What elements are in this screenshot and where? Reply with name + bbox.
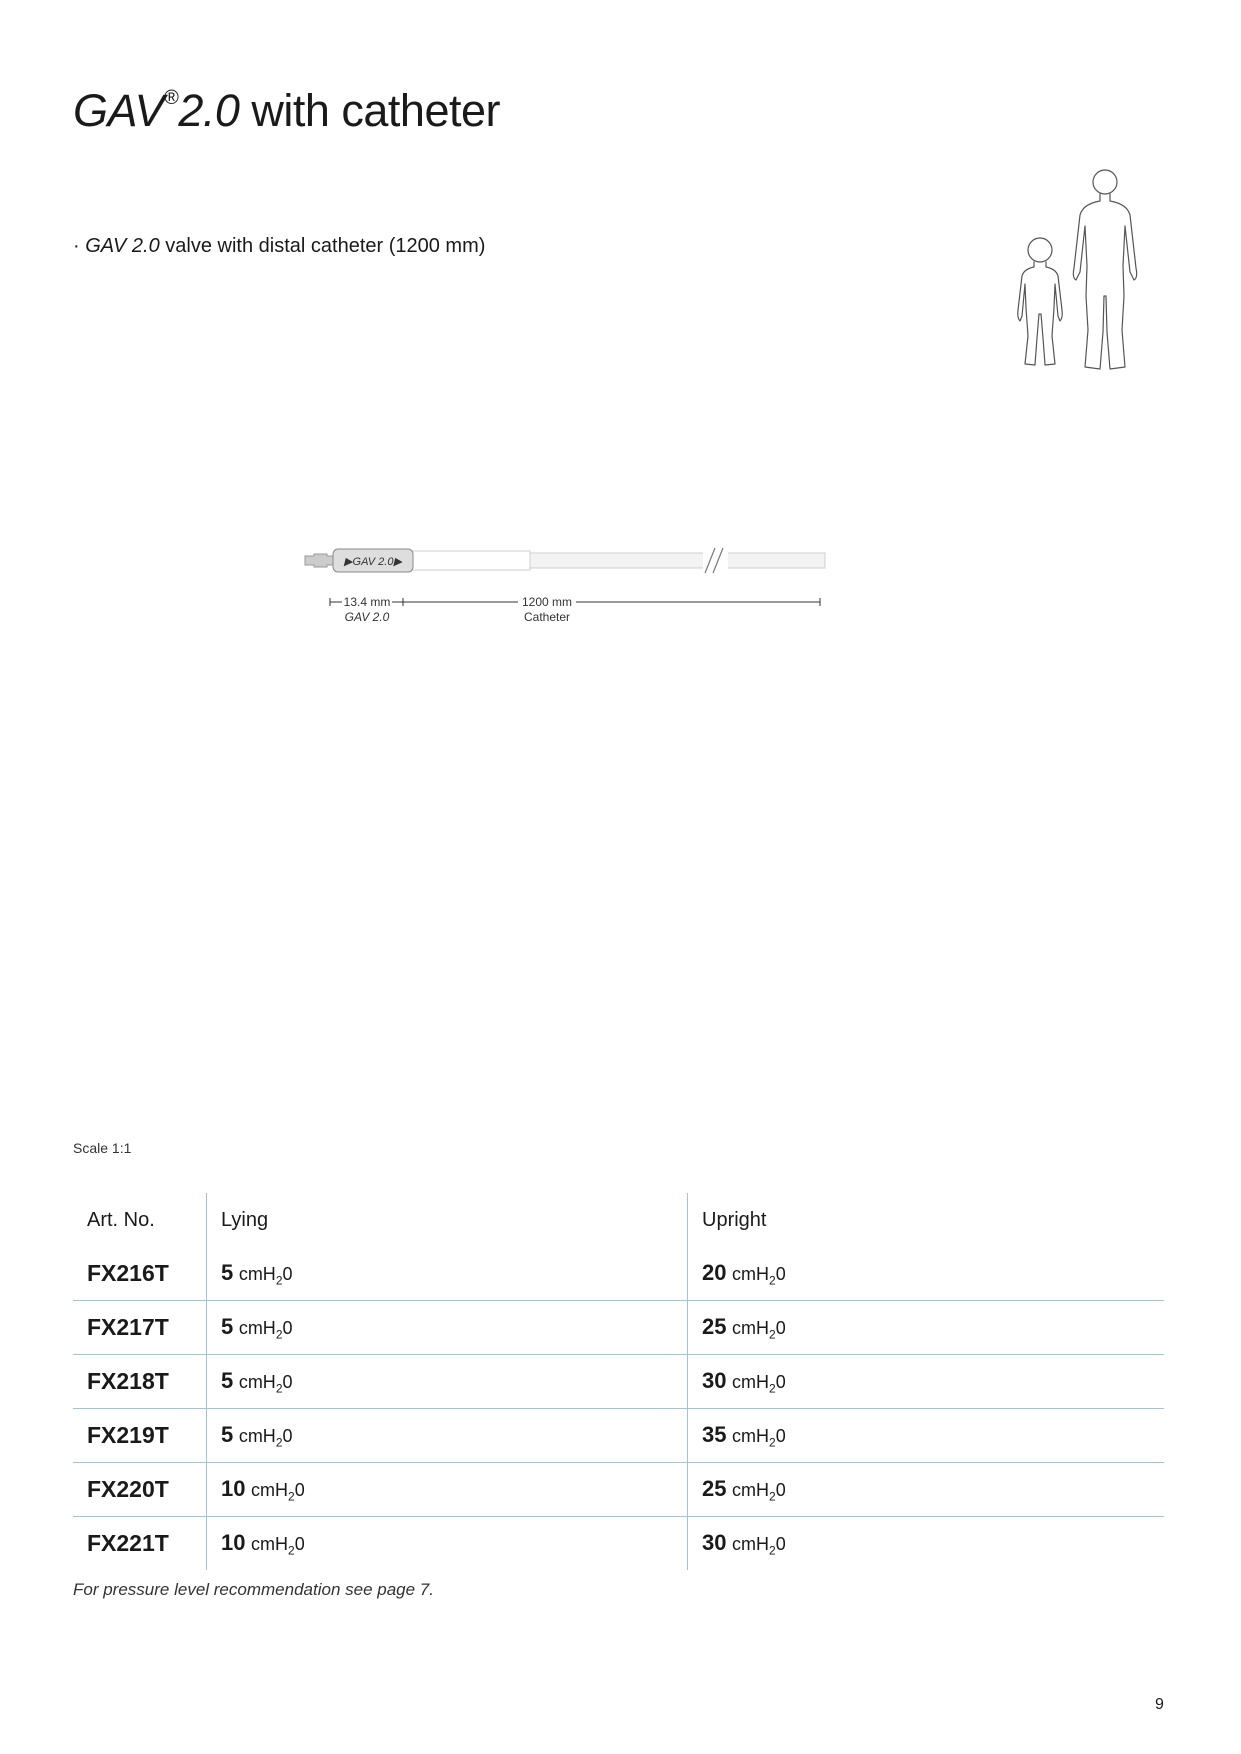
unit-suffix: 0 bbox=[775, 1263, 786, 1284]
pressure-value: 35 bbox=[702, 1421, 727, 1447]
unit-subscript: 2 bbox=[769, 1381, 776, 1396]
inlet-connector bbox=[305, 554, 334, 567]
unit-text: cmH bbox=[732, 1263, 770, 1284]
child-and-adult-figures-icon bbox=[1010, 168, 1140, 373]
header-art-no: Art. No. bbox=[87, 1208, 155, 1231]
upright-cell bbox=[688, 1301, 1165, 1355]
pressure-unit bbox=[238, 1371, 293, 1396]
unit-subscript: 2 bbox=[288, 1543, 295, 1558]
scale-note: Scale 1:1 bbox=[73, 1140, 132, 1156]
bullet-text: valve with distal catheter (1200 mm) bbox=[159, 235, 486, 257]
upright-cell bbox=[688, 1247, 1165, 1301]
art-no-cell: FX219T bbox=[87, 1422, 169, 1448]
unit-text: cmH bbox=[732, 1425, 770, 1446]
unit-suffix: 0 bbox=[775, 1317, 786, 1338]
pressure-value: 10 bbox=[221, 1475, 246, 1501]
table-row bbox=[73, 1301, 1164, 1355]
table-row bbox=[73, 1517, 1164, 1571]
pressure-unit bbox=[732, 1263, 786, 1288]
art-no-cell: FX216T bbox=[87, 1260, 169, 1286]
unit-subscript: 2 bbox=[769, 1543, 776, 1558]
art-no-cell: FX218T bbox=[87, 1368, 169, 1394]
table-row bbox=[73, 1409, 1164, 1463]
unit-text: cmH bbox=[732, 1533, 770, 1554]
lying-cell bbox=[207, 1247, 688, 1301]
unit-suffix: 0 bbox=[282, 1317, 293, 1338]
unit-subscript: 2 bbox=[275, 1381, 283, 1396]
table-header-row bbox=[73, 1193, 1164, 1247]
upright-cell bbox=[688, 1409, 1165, 1463]
unit-suffix: 0 bbox=[775, 1425, 786, 1446]
pressure-value: 30 bbox=[702, 1367, 727, 1393]
unit-suffix: 0 bbox=[282, 1263, 293, 1284]
page-title bbox=[73, 84, 500, 138]
bullet-product: GAV 2.0 bbox=[85, 235, 160, 257]
unit-subscript: 2 bbox=[769, 1489, 776, 1504]
table-row bbox=[73, 1355, 1164, 1409]
unit-text: cmH bbox=[732, 1479, 770, 1500]
catheter-break-mark bbox=[703, 548, 728, 574]
valve-label: ▶GAV 2.0▶ bbox=[344, 556, 402, 568]
pressure-levels-table bbox=[73, 1193, 1164, 1570]
pressure-unit bbox=[251, 1533, 305, 1558]
pressure-unit bbox=[732, 1317, 786, 1342]
unit-text: cmH bbox=[251, 1533, 289, 1554]
upright-cell bbox=[688, 1463, 1165, 1517]
unit-suffix: 0 bbox=[294, 1479, 305, 1500]
pressure-unit bbox=[251, 1479, 305, 1504]
lying-cell bbox=[207, 1355, 688, 1409]
table-row bbox=[73, 1463, 1164, 1517]
unit-suffix: 0 bbox=[282, 1425, 293, 1446]
pressure-unit bbox=[732, 1425, 786, 1450]
table-row bbox=[73, 1247, 1164, 1301]
page-number: 9 bbox=[1155, 1696, 1164, 1713]
pressure-unit bbox=[732, 1479, 786, 1504]
unit-text: cmH bbox=[732, 1317, 770, 1338]
unit-text: cmH bbox=[732, 1371, 770, 1392]
unit-suffix: 0 bbox=[294, 1533, 305, 1554]
pressure-value: 25 bbox=[702, 1475, 727, 1501]
footnote: For pressure level recommendation see page 7. bbox=[73, 1580, 434, 1599]
unit-subscript: 2 bbox=[275, 1273, 283, 1288]
art-no-cell: FX217T bbox=[87, 1314, 169, 1340]
pressure-unit bbox=[238, 1317, 293, 1342]
pressure-unit bbox=[238, 1425, 293, 1450]
upright-cell bbox=[688, 1355, 1165, 1409]
pressure-unit bbox=[732, 1533, 786, 1558]
registered-mark: ® bbox=[164, 87, 179, 109]
unit-subscript: 2 bbox=[275, 1435, 283, 1450]
pressure-value: 10 bbox=[221, 1529, 246, 1555]
dimension-line bbox=[330, 598, 820, 606]
unit-suffix: 0 bbox=[775, 1371, 786, 1392]
unit-text: cmH bbox=[238, 1317, 276, 1338]
art-no-cell: FX221T bbox=[87, 1530, 169, 1556]
upright-cell bbox=[688, 1517, 1165, 1571]
title-rest: with catheter bbox=[239, 85, 501, 136]
unit-text: cmH bbox=[238, 1263, 276, 1284]
unit-suffix: 0 bbox=[282, 1371, 293, 1392]
valve-dimension: 13.4 mm bbox=[343, 595, 391, 609]
bullet-marker: · bbox=[73, 235, 86, 257]
unit-text: cmH bbox=[251, 1479, 289, 1500]
header-upright: Upright bbox=[688, 1193, 1165, 1247]
unit-text: cmH bbox=[238, 1371, 276, 1392]
pressure-value: 25 bbox=[702, 1313, 727, 1339]
pressure-unit bbox=[732, 1371, 786, 1396]
title-brand: GAV bbox=[73, 85, 165, 136]
catheter-dimension-caption: Catheter bbox=[523, 610, 571, 624]
unit-suffix: 0 bbox=[775, 1479, 786, 1500]
pressure-value: 5 bbox=[221, 1313, 234, 1339]
catheter-dimension: 1200 mm bbox=[521, 595, 573, 609]
art-no-cell: FX220T bbox=[87, 1476, 169, 1502]
header-lying: Lying bbox=[207, 1193, 688, 1247]
unit-subscript: 2 bbox=[769, 1435, 776, 1450]
pressure-value: 5 bbox=[221, 1259, 234, 1285]
title-version: 2.0 bbox=[178, 85, 240, 136]
unit-text: cmH bbox=[238, 1425, 276, 1446]
lying-cell bbox=[207, 1517, 688, 1571]
pressure-value: 20 bbox=[702, 1259, 727, 1285]
bullet-item bbox=[73, 234, 485, 258]
valve-dimension-caption: GAV 2.0 bbox=[344, 610, 390, 624]
adult-figure bbox=[1073, 170, 1136, 369]
unit-subscript: 2 bbox=[288, 1489, 295, 1504]
valve-body bbox=[333, 549, 413, 572]
lying-cell bbox=[207, 1301, 688, 1355]
lying-cell bbox=[207, 1463, 688, 1517]
table-body bbox=[73, 1247, 1164, 1570]
unit-suffix: 0 bbox=[775, 1533, 786, 1554]
valve-catheter-diagram bbox=[300, 540, 840, 660]
unit-subscript: 2 bbox=[769, 1327, 776, 1342]
catheter-sleeve bbox=[410, 551, 530, 570]
pressure-value: 5 bbox=[221, 1367, 234, 1393]
lying-cell bbox=[207, 1409, 688, 1463]
pressure-value: 5 bbox=[221, 1421, 234, 1447]
unit-subscript: 2 bbox=[769, 1273, 776, 1288]
pressure-unit bbox=[238, 1263, 293, 1288]
pressure-value: 30 bbox=[702, 1529, 727, 1555]
unit-subscript: 2 bbox=[275, 1327, 283, 1342]
child-figure bbox=[1018, 238, 1063, 365]
